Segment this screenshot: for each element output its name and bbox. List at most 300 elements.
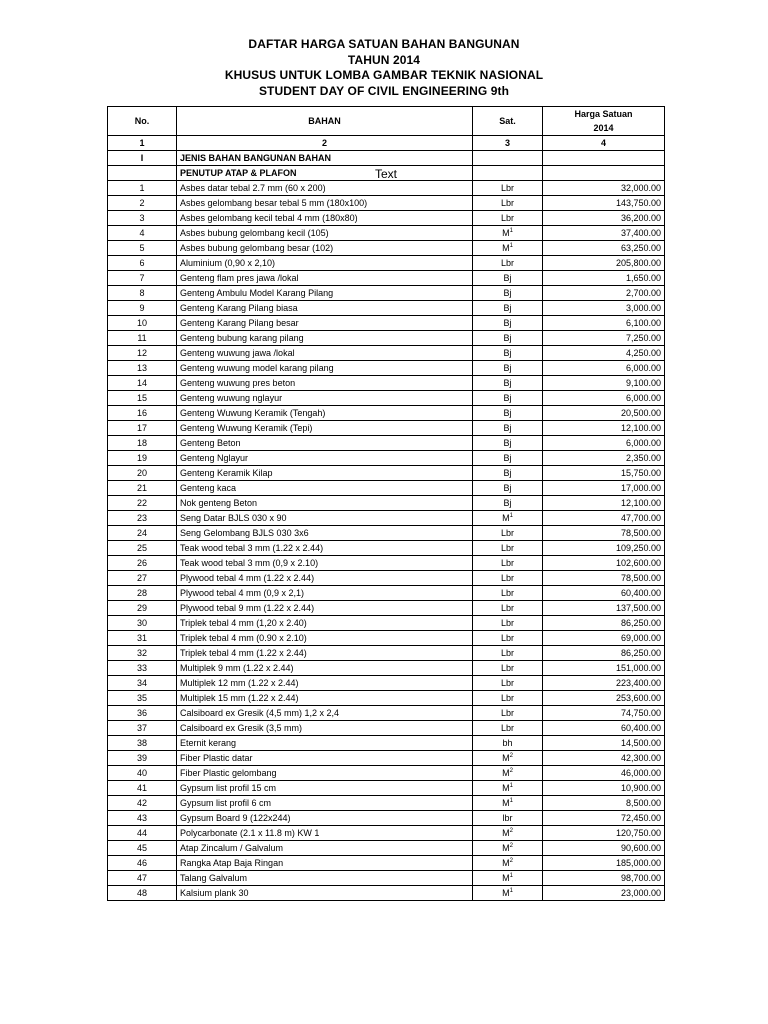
- material-name: Calsiboard ex Gresik (3,5 mm): [177, 721, 473, 736]
- unit: [473, 436, 543, 451]
- unit-label: Bj: [503, 408, 512, 418]
- material-name: Genteng Karang Pilang besar: [177, 316, 473, 331]
- table-row: [108, 481, 665, 496]
- unit-price: 1,650.00: [543, 271, 665, 286]
- material-name: Seng Gelombang BJLS 030 3x6: [177, 526, 473, 541]
- table-header-row: [108, 107, 665, 136]
- row-number: 36: [108, 706, 177, 721]
- unit: [473, 376, 543, 391]
- row-number: 24: [108, 526, 177, 541]
- row-number: 42: [108, 796, 177, 811]
- unit-exponent: 1: [509, 873, 513, 879]
- material-name: Eternit kerang: [177, 736, 473, 751]
- header-harga-year: 2014: [593, 123, 614, 133]
- unit-price: 6,100.00: [543, 316, 665, 331]
- material-name: Genteng flam pres jawa /lokal: [177, 271, 473, 286]
- material-name: Genteng wuwung pres beton: [177, 376, 473, 391]
- header-harga-label: Harga Satuan: [574, 109, 633, 119]
- table-row: [108, 766, 665, 781]
- row-number: 45: [108, 841, 177, 856]
- material-name: Fiber Plastic gelombang: [177, 766, 473, 781]
- unit-exponent: 2: [509, 858, 513, 864]
- unit: [473, 706, 543, 721]
- unit: [473, 391, 543, 406]
- material-name: Genteng wuwung model karang pilang: [177, 361, 473, 376]
- unit-price: 12,100.00: [543, 421, 665, 436]
- material-name: Polycarbonate (2.1 x 11.8 m) KW 1: [177, 826, 473, 841]
- row-number: 2: [108, 196, 177, 211]
- unit: [473, 496, 543, 511]
- unit: [473, 601, 543, 616]
- material-name: Talang Galvalum: [177, 871, 473, 886]
- unit-price: 185,000.00: [543, 856, 665, 871]
- row-number: 31: [108, 631, 177, 646]
- material-name: Kalsium plank 30: [177, 886, 473, 901]
- unit-label: M: [502, 513, 510, 523]
- table-row: [108, 646, 665, 661]
- material-name: Asbes gelombang kecil tebal 4 mm (180x80): [177, 211, 473, 226]
- unit-price: 253,600.00: [543, 691, 665, 706]
- material-name: Genteng wuwung jawa /lokal: [177, 346, 473, 361]
- unit: [473, 301, 543, 316]
- unit-label: M: [502, 228, 510, 238]
- section-row: [108, 151, 665, 166]
- row-number: 39: [108, 751, 177, 766]
- row-number: 41: [108, 781, 177, 796]
- unit: [473, 781, 543, 796]
- unit: [473, 556, 543, 571]
- material-name: Triplek tebal 4 mm (1.22 x 2.44): [177, 646, 473, 661]
- table-row: [108, 361, 665, 376]
- unit-price: 60,400.00: [543, 721, 665, 736]
- unit-price: 4,250.00: [543, 346, 665, 361]
- unit: [473, 361, 543, 376]
- unit: [473, 421, 543, 436]
- row-number: 25: [108, 541, 177, 556]
- unit-label: Lbr: [500, 528, 514, 538]
- unit-label: M: [502, 828, 510, 838]
- unit-label: M: [502, 858, 510, 868]
- table-row: [108, 886, 665, 901]
- unit-price: 120,750.00: [543, 826, 665, 841]
- row-number: 10: [108, 316, 177, 331]
- unit-price: 6,000.00: [543, 391, 665, 406]
- unit-price: 2,350.00: [543, 451, 665, 466]
- row-number: 13: [108, 361, 177, 376]
- unit: [473, 811, 543, 826]
- unit-price: 78,500.00: [543, 571, 665, 586]
- unit-price: 46,000.00: [543, 766, 665, 781]
- table-row: [108, 226, 665, 241]
- row-number: 6: [108, 256, 177, 271]
- material-name: Genteng Keramik Kilap: [177, 466, 473, 481]
- unit: [473, 766, 543, 781]
- unit-price: 90,600.00: [543, 841, 665, 856]
- unit: [473, 226, 543, 241]
- unit: [473, 661, 543, 676]
- row-number: 23: [108, 511, 177, 526]
- empty-cell: [108, 166, 177, 181]
- table-row: [108, 406, 665, 421]
- row-number: 37: [108, 721, 177, 736]
- unit-price: 74,750.00: [543, 706, 665, 721]
- table-row: [108, 436, 665, 451]
- unit: [473, 346, 543, 361]
- table-row: [108, 301, 665, 316]
- unit-price: 102,600.00: [543, 556, 665, 571]
- material-name: Gypsum list profil 15 cm: [177, 781, 473, 796]
- unit-label: Lbr: [500, 198, 514, 208]
- header-sat: Sat.: [473, 107, 543, 136]
- material-name: Genteng Wuwung Keramik (Tepi): [177, 421, 473, 436]
- table-row: [108, 211, 665, 226]
- table-row: [108, 751, 665, 766]
- row-number: 27: [108, 571, 177, 586]
- unit-price: 137,500.00: [543, 601, 665, 616]
- unit-label: Bj: [503, 483, 512, 493]
- unit-label: Lbr: [500, 708, 514, 718]
- unit-exponent: 2: [509, 828, 513, 834]
- material-name: Seng Datar BJLS 030 x 90: [177, 511, 473, 526]
- table-row: [108, 511, 665, 526]
- unit-label: Bj: [503, 363, 512, 373]
- unit-label: Lbr: [500, 633, 514, 643]
- table-row: [108, 451, 665, 466]
- unit: [473, 871, 543, 886]
- unit-price: 14,500.00: [543, 736, 665, 751]
- row-number: 8: [108, 286, 177, 301]
- unit-label: M: [502, 768, 510, 778]
- unit-label: Lbr: [500, 213, 514, 223]
- table-row: [108, 256, 665, 271]
- unit-label: Bj: [503, 333, 512, 343]
- row-number: 46: [108, 856, 177, 871]
- unit-price: 23,000.00: [543, 886, 665, 901]
- table-row: [108, 181, 665, 196]
- unit-label: M: [502, 243, 510, 253]
- floating-text-label: Text: [375, 167, 398, 181]
- table-row: [108, 241, 665, 256]
- unit-label: Lbr: [500, 573, 514, 583]
- table-row: [108, 781, 665, 796]
- price-table-body: [108, 107, 665, 901]
- unit: [473, 406, 543, 421]
- material-name: Asbes datar tebal 2.7 mm (60 x 200): [177, 181, 473, 196]
- unit: [473, 646, 543, 661]
- row-number: 35: [108, 691, 177, 706]
- column-number-row: [108, 136, 665, 151]
- unit-exponent: 1: [509, 243, 513, 249]
- unit-label: Lbr: [500, 603, 514, 613]
- table-row: [108, 331, 665, 346]
- row-number: 19: [108, 451, 177, 466]
- unit-price: 223,400.00: [543, 676, 665, 691]
- material-name: Triplek tebal 4 mm (0.90 x 2.10): [177, 631, 473, 646]
- material-name: Aluminium (0,90 x 2,10): [177, 256, 473, 271]
- unit-label: Lbr: [500, 183, 514, 193]
- material-name: Rangka Atap Baja Ringan: [177, 856, 473, 871]
- table-row: [108, 466, 665, 481]
- material-name: Atap Zincalum / Galvalum: [177, 841, 473, 856]
- table-row: [108, 616, 665, 631]
- material-name: Genteng kaca: [177, 481, 473, 496]
- unit: [473, 526, 543, 541]
- table-row: [108, 721, 665, 736]
- material-name: Asbes bubung gelombang kecil (105): [177, 226, 473, 241]
- unit: [473, 451, 543, 466]
- material-name: Genteng wuwung nglayur: [177, 391, 473, 406]
- unit: [473, 721, 543, 736]
- unit-label: bh: [502, 738, 513, 748]
- unit-price: 8,500.00: [543, 796, 665, 811]
- column-number: 2: [177, 136, 473, 151]
- material-name: Multiplek 12 mm (1.22 x 2.44): [177, 676, 473, 691]
- row-number: 12: [108, 346, 177, 361]
- unit-price: 151,000.00: [543, 661, 665, 676]
- material-name: Genteng bubung karang pilang: [177, 331, 473, 346]
- row-number: 9: [108, 301, 177, 316]
- unit: [473, 856, 543, 871]
- unit: [473, 616, 543, 631]
- title-line-3: KHUSUS UNTUK LOMBA GAMBAR TEKNIK NASIONAL: [224, 68, 544, 82]
- unit: [473, 676, 543, 691]
- unit-label: Lbr: [500, 648, 514, 658]
- unit-price: 15,750.00: [543, 466, 665, 481]
- table-row: [108, 631, 665, 646]
- row-number: 32: [108, 646, 177, 661]
- table-row: [108, 586, 665, 601]
- unit: [473, 751, 543, 766]
- unit-price: 60,400.00: [543, 586, 665, 601]
- unit: [473, 796, 543, 811]
- unit-label: Bj: [503, 288, 512, 298]
- unit-price: 63,250.00: [543, 241, 665, 256]
- unit-price: 20,500.00: [543, 406, 665, 421]
- row-number: 7: [108, 271, 177, 286]
- unit-label: Lbr: [500, 693, 514, 703]
- unit: [473, 826, 543, 841]
- unit-price: 205,800.00: [543, 256, 665, 271]
- unit: [473, 841, 543, 856]
- unit-label: Bj: [503, 348, 512, 358]
- table-row: [108, 706, 665, 721]
- unit-label: Lbr: [500, 678, 514, 688]
- empty-cell: [543, 151, 665, 166]
- unit-price: 6,000.00: [543, 361, 665, 376]
- unit-label: Bj: [503, 468, 512, 478]
- material-name: Gypsum list profil 6 cm: [177, 796, 473, 811]
- unit-label: lbr: [502, 813, 513, 823]
- row-number: 43: [108, 811, 177, 826]
- unit-exponent: 2: [509, 768, 513, 774]
- material-name: Gypsum Board 9 (122x244): [177, 811, 473, 826]
- row-number: 3: [108, 211, 177, 226]
- table-row: [108, 571, 665, 586]
- unit: [473, 211, 543, 226]
- row-number: 44: [108, 826, 177, 841]
- header-harga: [543, 107, 665, 136]
- header-no: No.: [108, 107, 177, 136]
- row-number: 1: [108, 181, 177, 196]
- unit: [473, 256, 543, 271]
- price-table: [107, 106, 665, 901]
- row-number: 38: [108, 736, 177, 751]
- unit: [473, 181, 543, 196]
- table-row: [108, 286, 665, 301]
- row-number: 20: [108, 466, 177, 481]
- table-row: [108, 871, 665, 886]
- row-number: 48: [108, 886, 177, 901]
- unit-price: 69,000.00: [543, 631, 665, 646]
- unit: [473, 541, 543, 556]
- material-name: Fiber Plastic datar: [177, 751, 473, 766]
- table-row: [108, 391, 665, 406]
- table-row: [108, 496, 665, 511]
- unit-exponent: 1: [509, 783, 513, 789]
- unit-label: Bj: [503, 453, 512, 463]
- unit: [473, 241, 543, 256]
- unit-price: 86,250.00: [543, 646, 665, 661]
- material-name: Plywood tebal 4 mm (1.22 x 2.44): [177, 571, 473, 586]
- empty-cell: [543, 166, 665, 181]
- unit-label: Bj: [503, 273, 512, 283]
- table-row: [108, 346, 665, 361]
- unit-label: M: [502, 843, 510, 853]
- section-title: JENIS BAHAN BANGUNAN BAHAN: [177, 151, 473, 166]
- table-row: [108, 841, 665, 856]
- row-number: 17: [108, 421, 177, 436]
- document-title: [0, 37, 768, 99]
- unit-price: 86,250.00: [543, 616, 665, 631]
- table-row: [108, 826, 665, 841]
- table-row: [108, 811, 665, 826]
- unit-price: 109,250.00: [543, 541, 665, 556]
- material-name: Genteng Ambulu Model Karang Pilang: [177, 286, 473, 301]
- unit: [473, 886, 543, 901]
- unit: [473, 316, 543, 331]
- unit-label: Bj: [503, 378, 512, 388]
- unit-price: 47,700.00: [543, 511, 665, 526]
- unit-label: M: [502, 873, 510, 883]
- row-number: 16: [108, 406, 177, 421]
- unit: [473, 631, 543, 646]
- unit-label: Lbr: [500, 558, 514, 568]
- unit-exponent: 1: [509, 228, 513, 234]
- unit-price: 78,500.00: [543, 526, 665, 541]
- empty-cell: [473, 166, 543, 181]
- unit: [473, 466, 543, 481]
- unit: [473, 511, 543, 526]
- unit-price: 10,900.00: [543, 781, 665, 796]
- material-name: Triplek tebal 4 mm (1,20 x 2.40): [177, 616, 473, 631]
- title-line-2: TAHUN 2014: [347, 52, 421, 67]
- unit-price: 143,750.00: [543, 196, 665, 211]
- unit-label: M: [502, 783, 510, 793]
- material-name: Teak wood tebal 3 mm (0,9 x 2.10): [177, 556, 473, 571]
- row-number: 5: [108, 241, 177, 256]
- unit-label: Lbr: [500, 588, 514, 598]
- table-row: [108, 661, 665, 676]
- unit-exponent: 1: [509, 888, 513, 894]
- unit-price: 37,400.00: [543, 226, 665, 241]
- column-number: 1: [108, 136, 177, 151]
- unit-label: Lbr: [500, 543, 514, 553]
- material-name: Genteng Karang Pilang biasa: [177, 301, 473, 316]
- unit-label: M: [502, 888, 510, 898]
- row-number: 34: [108, 676, 177, 691]
- unit-price: 3,000.00: [543, 301, 665, 316]
- table-row: [108, 271, 665, 286]
- material-name: Multiplek 9 mm (1.22 x 2.44): [177, 661, 473, 676]
- row-number: 21: [108, 481, 177, 496]
- material-name: Asbes bubung gelombang besar (102): [177, 241, 473, 256]
- table-row: [108, 691, 665, 706]
- material-name: Plywood tebal 4 mm (0,9 x 2,1): [177, 586, 473, 601]
- row-number: 47: [108, 871, 177, 886]
- unit-exponent: 2: [509, 753, 513, 759]
- material-name: Nok genteng Beton: [177, 496, 473, 511]
- unit-label: Bj: [503, 318, 512, 328]
- title-line-4: STUDENT DAY OF CIVIL ENGINEERING 9th: [258, 83, 510, 98]
- row-number: 26: [108, 556, 177, 571]
- unit-price: 32,000.00: [543, 181, 665, 196]
- unit-label: Bj: [503, 498, 512, 508]
- header-bahan: BAHAN: [177, 107, 473, 136]
- material-name: Asbes gelombang besar tebal 5 mm (180x100): [177, 196, 473, 211]
- table-row: [108, 796, 665, 811]
- material-name: Teak wood tebal 3 mm (1.22 x 2.44): [177, 541, 473, 556]
- title-line-1: DAFTAR HARGA SATUAN BAHAN BANGUNAN: [248, 37, 520, 51]
- material-name: Multiplek 15 mm (1.22 x 2.44): [177, 691, 473, 706]
- unit: [473, 331, 543, 346]
- unit-label: Lbr: [500, 723, 514, 733]
- unit: [473, 586, 543, 601]
- unit: [473, 481, 543, 496]
- unit-price: 42,300.00: [543, 751, 665, 766]
- unit: [473, 571, 543, 586]
- unit-label: Bj: [503, 438, 512, 448]
- unit-price: 2,700.00: [543, 286, 665, 301]
- unit-exponent: 1: [509, 513, 513, 519]
- material-name: Calsiboard ex Gresik (4,5 mm) 1,2 x 2,4: [177, 706, 473, 721]
- row-number: 29: [108, 601, 177, 616]
- row-number: 18: [108, 436, 177, 451]
- row-number: 4: [108, 226, 177, 241]
- row-number: 11: [108, 331, 177, 346]
- unit: [473, 286, 543, 301]
- row-number: 22: [108, 496, 177, 511]
- unit-price: 98,700.00: [543, 871, 665, 886]
- table-row: [108, 676, 665, 691]
- table-row: [108, 196, 665, 211]
- table-row: [108, 556, 665, 571]
- table-row: [108, 526, 665, 541]
- unit-exponent: 1: [509, 798, 513, 804]
- table-row: [108, 421, 665, 436]
- table-row: [108, 541, 665, 556]
- unit: [473, 196, 543, 211]
- unit-label: M: [502, 798, 510, 808]
- unit-label: Bj: [503, 303, 512, 313]
- column-number: 3: [473, 136, 543, 151]
- unit-label: Lbr: [500, 258, 514, 268]
- unit-label: Bj: [503, 423, 512, 433]
- row-number: 30: [108, 616, 177, 631]
- unit-label: Lbr: [500, 663, 514, 673]
- unit: [473, 271, 543, 286]
- unit-price: 12,100.00: [543, 496, 665, 511]
- subsection-title: PENUTUP ATAP & PLAFON: [177, 166, 473, 181]
